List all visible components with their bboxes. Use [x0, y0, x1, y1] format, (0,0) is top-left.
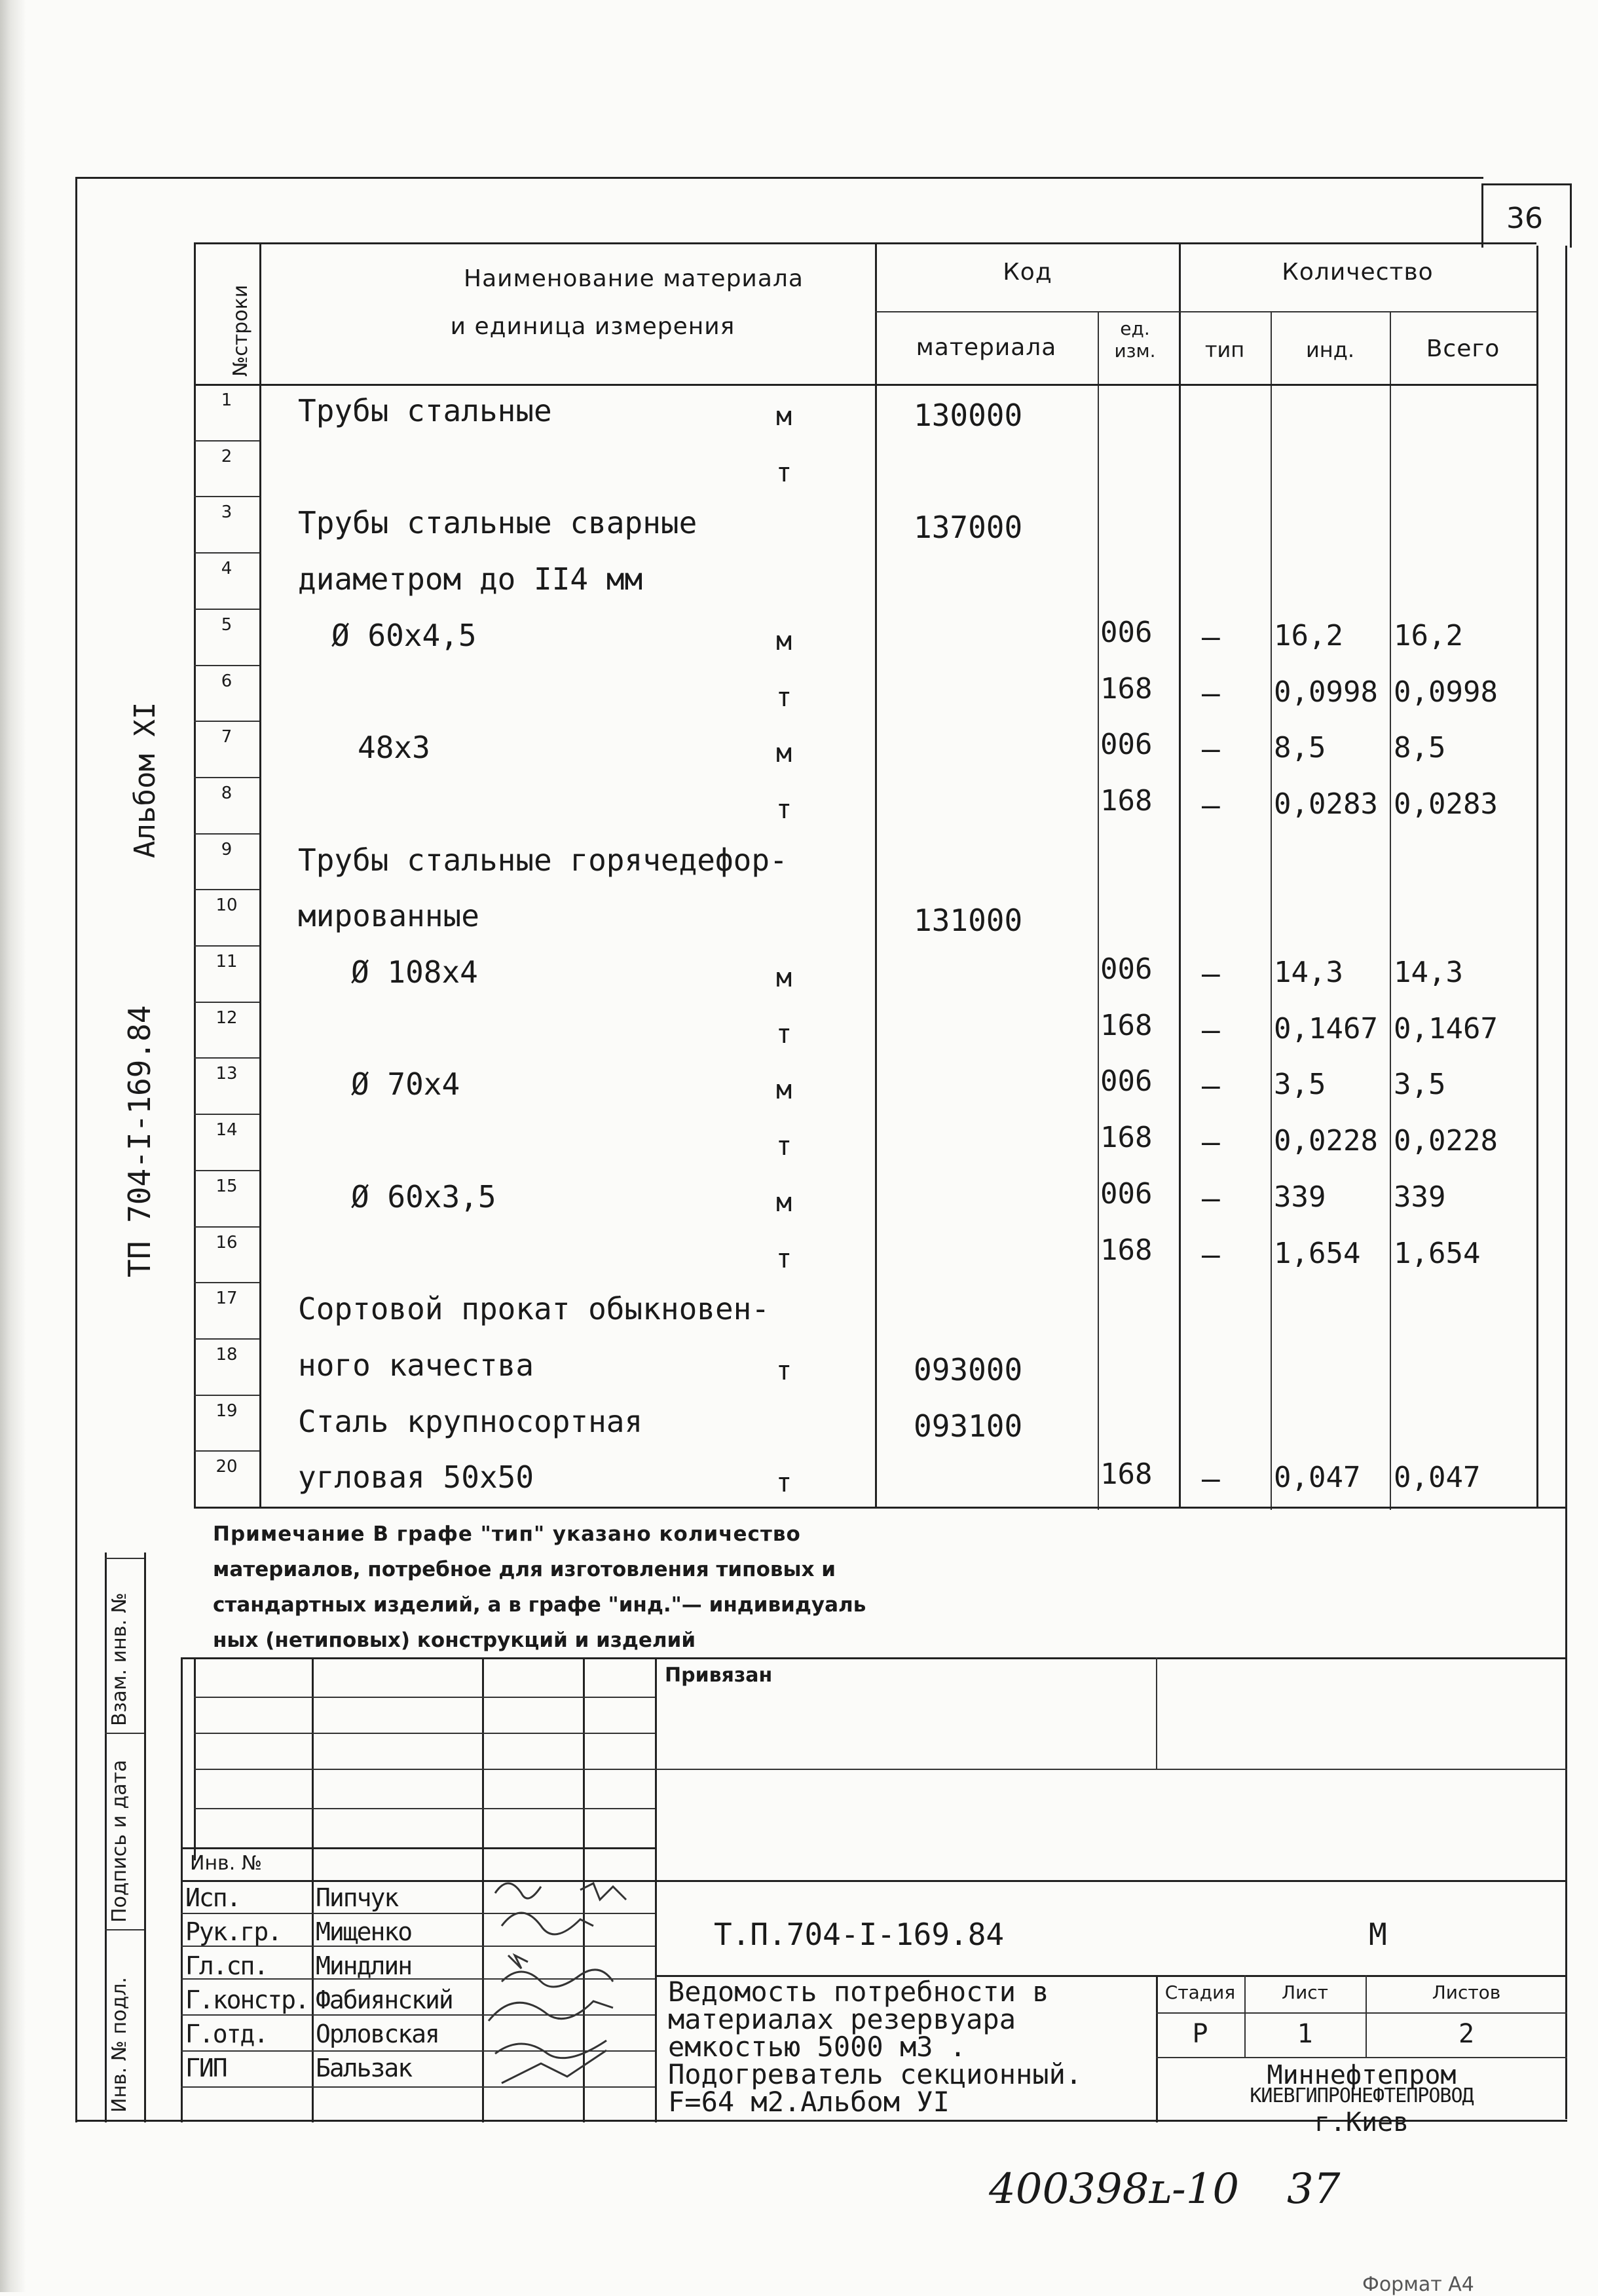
- row-unit-code: 168: [1100, 671, 1153, 706]
- sheets-label: Листов: [1432, 1982, 1501, 2003]
- row-qty-total: 339: [1394, 1180, 1446, 1214]
- row-unit-code: 006: [1100, 728, 1153, 762]
- row-unit: м: [776, 1187, 792, 1218]
- row-divider: [194, 833, 259, 835]
- row-qty-total: 0,047: [1394, 1461, 1481, 1495]
- row-number: 18: [215, 1344, 238, 1364]
- side-album-label: Альбом XI: [128, 702, 162, 858]
- header-quantity: Количество: [1282, 259, 1434, 286]
- row-qty-type: –: [1202, 1180, 1220, 1216]
- row-divider: [194, 1450, 259, 1452]
- title-doc-letter: М: [1369, 1917, 1387, 1952]
- page-number-handwritten: 37: [1287, 2165, 1341, 2213]
- row-qty-type: –: [1202, 1068, 1220, 1104]
- row-qty-type: –: [1202, 787, 1220, 823]
- row-number: 3: [221, 502, 232, 523]
- row-divider: [194, 552, 259, 554]
- row-number: 12: [215, 1007, 238, 1028]
- row-name: Трубы стальные горячедефор-: [298, 842, 788, 878]
- row-unit-code: 006: [1100, 615, 1153, 649]
- row-qty-type: –: [1202, 618, 1220, 654]
- signature-name: Пипчук: [316, 1883, 398, 1912]
- row-qty-ind: 0,0283: [1274, 787, 1378, 821]
- title-doc-code: Т.П.704-I-169.84: [714, 1917, 1005, 1952]
- row-number: 13: [215, 1064, 238, 1084]
- row-qty-type: –: [1202, 1011, 1220, 1047]
- scan-edge-shadow: [0, 0, 26, 2292]
- row-unit: т: [776, 1355, 792, 1386]
- row-number: 17: [215, 1289, 238, 1309]
- row-unit: т: [776, 1131, 792, 1162]
- row-divider: [194, 665, 259, 666]
- row-qty-ind: 1,654: [1274, 1236, 1361, 1270]
- row-qty-ind: 3,5: [1274, 1068, 1326, 1102]
- header-code: Код: [1003, 259, 1052, 286]
- row-divider: [194, 1114, 259, 1115]
- row-unit: м: [776, 738, 792, 769]
- row-qty-type: –: [1202, 731, 1220, 767]
- row-divider: [194, 777, 259, 778]
- row-unit-code: 168: [1100, 1008, 1153, 1042]
- row-unit: м: [776, 1075, 792, 1106]
- header-q-total: Всего: [1426, 335, 1500, 362]
- row-unit: т: [776, 1468, 792, 1499]
- row-qty-total: 0,0228: [1394, 1124, 1498, 1158]
- row-qty-total: 0,0283: [1394, 787, 1498, 821]
- row-name: Ø 70х4: [351, 1066, 460, 1102]
- row-unit-code: 168: [1100, 1121, 1153, 1155]
- row-number: 10: [215, 895, 238, 916]
- row-name: угловая 50х50: [298, 1459, 534, 1496]
- header-q-type: тип: [1204, 337, 1245, 362]
- row-unit-code: 006: [1100, 1064, 1153, 1099]
- row-number: 14: [215, 1120, 238, 1140]
- row-unit: т: [776, 794, 792, 825]
- stamp-vzam: Взам. инв. №: [108, 1592, 131, 1726]
- row-unit-code: 006: [1100, 952, 1153, 986]
- signature-role: ГИП: [185, 2054, 227, 2082]
- row-name: Ø 60х3,5: [351, 1178, 496, 1214]
- header-name-line2: и единица измерения: [450, 313, 735, 340]
- row-qty-total: 0,1467: [1394, 1011, 1498, 1045]
- row-number: 1: [221, 390, 232, 410]
- row-name: диаметром до II4 мм: [298, 561, 643, 597]
- row-divider: [194, 1002, 259, 1003]
- header-row-no: №строки: [229, 284, 252, 377]
- header-q-ind: инд.: [1305, 337, 1354, 362]
- row-name: мированные: [298, 898, 479, 934]
- row-material-code: 093000: [914, 1351, 1023, 1387]
- row-number: 6: [221, 671, 232, 691]
- row-unit: т: [776, 1243, 792, 1274]
- format-footer: Формат А4: [1362, 2273, 1474, 2296]
- side-doc-code: ТП 704-I-169.84: [122, 1005, 157, 1277]
- signature-role: Г.отд.: [185, 2020, 268, 2048]
- row-number: 9: [221, 839, 232, 859]
- signatures-drawing: [482, 1873, 659, 2109]
- row-number: 15: [215, 1176, 238, 1196]
- row-qty-ind: 0,047: [1274, 1461, 1361, 1495]
- sheet-label: Лист: [1282, 1982, 1328, 2003]
- title-line: емкостью 5000 м3 .: [668, 2031, 967, 2063]
- row-qty-type: –: [1202, 675, 1220, 711]
- archive-number: 400398ʟ-10: [989, 2165, 1240, 2213]
- header-name-line1: Наименование материала: [464, 265, 804, 292]
- row-qty-ind: 14,3: [1274, 956, 1343, 989]
- row-qty-ind: 8,5: [1274, 731, 1326, 765]
- row-qty-ind: 16,2: [1274, 618, 1343, 652]
- note-block: [213, 1516, 866, 1658]
- header-code-unit: ед. изм.: [1114, 318, 1156, 362]
- signature-role: Гл.сп.: [185, 1951, 268, 1980]
- stamp-inv-podl: Инв. № подл.: [108, 1977, 131, 2113]
- row-unit-code: 168: [1100, 1233, 1153, 1267]
- row-material-code: 137000: [914, 510, 1023, 546]
- row-qty-total: 1,654: [1394, 1236, 1481, 1270]
- row-divider: [194, 1338, 259, 1340]
- title-line: Ведомость потребности в: [668, 1976, 1049, 2008]
- signature-name: Миндлин: [316, 1951, 412, 1980]
- row-qty-total: 8,5: [1394, 731, 1446, 765]
- note-line-3: стандартных изделий, а в графе "инд."— индивидуаль: [213, 1593, 866, 1617]
- title-line: материалах резервуара: [668, 2003, 1016, 2035]
- row-number: 4: [221, 559, 232, 579]
- privyazan-label: Привязан: [665, 1664, 773, 1687]
- row-unit-code: 168: [1100, 1458, 1153, 1492]
- row-qty-ind: 0,1467: [1274, 1011, 1378, 1045]
- title-description: [668, 1978, 1082, 2116]
- stage-label: Стадия: [1164, 1982, 1236, 2003]
- signature-role: Рук.гр.: [185, 1917, 282, 1946]
- row-qty-total: 3,5: [1394, 1068, 1446, 1102]
- signature-role: Г.констр.: [185, 1985, 308, 2014]
- stamp-sign-date: Подпись и дата: [108, 1760, 131, 1923]
- org-city: г.Киев: [1314, 2107, 1409, 2137]
- row-unit-code: 168: [1100, 783, 1153, 818]
- row-number: 7: [221, 727, 232, 747]
- row-qty-total: 16,2: [1394, 618, 1463, 652]
- signature-name: Мищенко: [316, 1917, 412, 1946]
- row-unit: т: [776, 682, 792, 713]
- row-name: Ø 60х4,5: [331, 617, 477, 653]
- row-unit: м: [776, 963, 792, 993]
- row-qty-ind: 0,0998: [1274, 675, 1378, 709]
- row-divider: [194, 889, 259, 890]
- note-line-2: материалов, потребное для изготовления типовых и: [213, 1558, 836, 1581]
- row-qty-total: 14,3: [1394, 956, 1463, 989]
- row-material-code: 131000: [914, 903, 1023, 939]
- row-name: Трубы стальные сварные: [298, 505, 697, 541]
- row-name: Сортовой прокат обыкновен-: [298, 1291, 770, 1327]
- row-name: ного качества: [298, 1347, 534, 1383]
- row-number: 5: [221, 614, 232, 635]
- row-divider: [194, 440, 259, 442]
- row-number: 19: [215, 1401, 238, 1421]
- sheet-number: 36: [1506, 202, 1543, 235]
- row-name: Ø 108х4: [351, 954, 478, 990]
- row-divider: [194, 609, 259, 610]
- row-qty-ind: 339: [1274, 1180, 1326, 1214]
- row-unit: м: [776, 626, 792, 656]
- org-institute: КИЕВГИПРОНЕФТЕПРОВОД: [1250, 2084, 1474, 2107]
- row-material-code: 130000: [914, 398, 1023, 433]
- row-material-code: 093100: [914, 1408, 1023, 1444]
- row-divider: [194, 496, 259, 497]
- row-qty-type: –: [1202, 1124, 1220, 1160]
- inv-no-label: Инв. №: [190, 1852, 263, 1875]
- signature-role: Исп.: [185, 1883, 240, 1912]
- signature-name: Бальзак: [316, 2054, 412, 2082]
- org-ministry: Миннефтепром: [1267, 2060, 1457, 2090]
- row-qty-type: –: [1202, 1461, 1220, 1497]
- sheet-value: 1: [1297, 2019, 1313, 2049]
- row-unit-code: 006: [1100, 1176, 1153, 1211]
- row-divider: [194, 721, 259, 722]
- row-unit: м: [776, 402, 792, 432]
- title-line: Подогреватель секционный.: [668, 2058, 1083, 2090]
- row-number: 16: [215, 1232, 238, 1252]
- header-code-material: материала: [916, 334, 1057, 361]
- stage-value: Р: [1192, 2019, 1208, 2049]
- row-unit: т: [776, 1019, 792, 1049]
- row-qty-total: 0,0998: [1394, 675, 1498, 709]
- title-line: F=64 м2.Альбом УI: [668, 2086, 950, 2118]
- row-qty-type: –: [1202, 1236, 1220, 1272]
- row-qty-type: –: [1202, 956, 1220, 991]
- row-name: Трубы стальные: [298, 393, 552, 428]
- row-number: 8: [221, 783, 232, 803]
- row-qty-ind: 0,0228: [1274, 1124, 1378, 1158]
- signature-name: Орловская: [316, 2020, 439, 2048]
- row-divider: [194, 945, 259, 947]
- row-unit: т: [776, 457, 792, 488]
- row-divider: [194, 1170, 259, 1171]
- note-line-1: Примечание В графе "тип" указано количество: [213, 1522, 801, 1546]
- row-divider: [194, 1282, 259, 1283]
- row-number: 11: [215, 952, 238, 971]
- note-line-4: ных (нетиповых) конструкций и изделий: [213, 1628, 696, 1652]
- signature-name: Фабиянский: [316, 1985, 453, 2014]
- row-divider: [194, 1057, 259, 1059]
- row-divider: [194, 1226, 259, 1228]
- row-name: Сталь крупносортная: [298, 1403, 643, 1439]
- sheets-value: 2: [1458, 2019, 1475, 2049]
- row-name: 48х3: [358, 730, 430, 766]
- row-number: 2: [221, 446, 232, 466]
- row-divider: [194, 1395, 259, 1396]
- row-number: 20: [215, 1457, 238, 1477]
